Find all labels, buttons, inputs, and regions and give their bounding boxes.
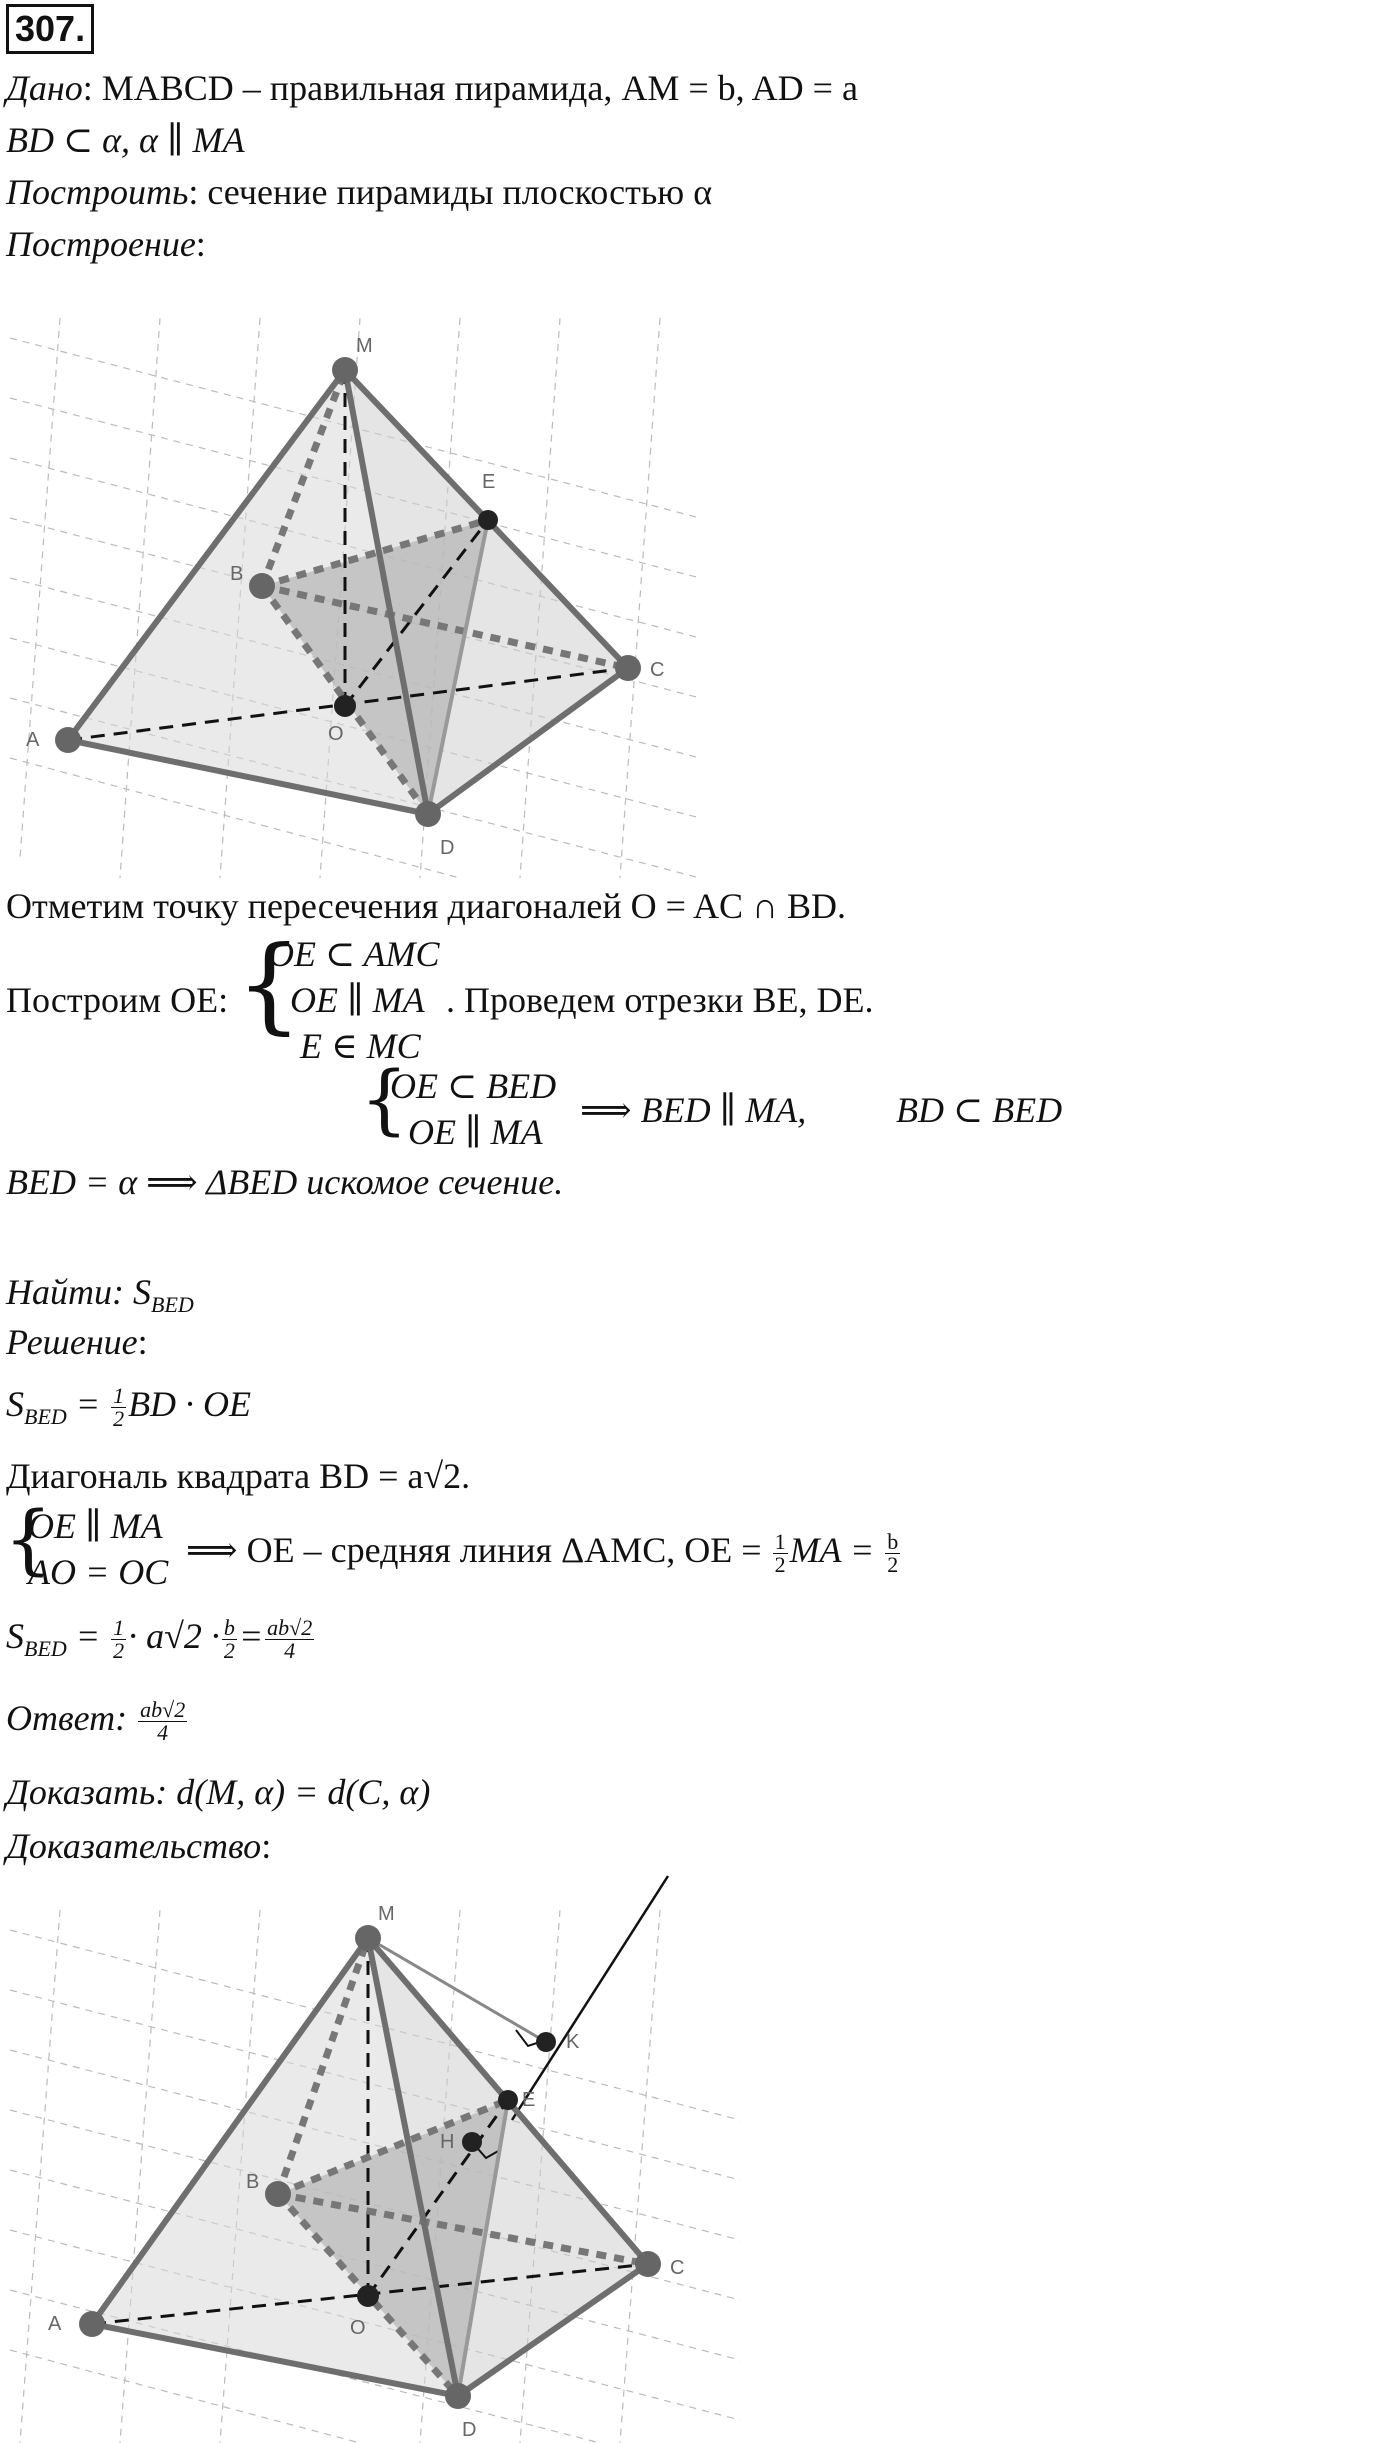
- label2-H: H: [440, 2131, 455, 2153]
- proof-label: Доказательство: [6, 1826, 262, 1866]
- given-line-2: BD ⊂ α, α ∥ MA: [6, 120, 245, 160]
- construction-label: Построение: [6, 224, 196, 264]
- solution-line: [6, 1320, 148, 1364]
- perpendicular-line: [512, 1876, 668, 2120]
- given-text: : MABCD – правильная пирамида, AM = b, AD = a: [82, 68, 858, 108]
- area-calc: $S_{BED}$ = $\frac{1}{2}$ · a√2 · $\frac{b}{2}$ = $\frac{ab√2}{4}$: [6, 1615, 313, 1664]
- label-M: M: [356, 335, 373, 357]
- label-D: D: [440, 837, 455, 859]
- label-C: C: [650, 659, 665, 681]
- mark-O-line: Отметим точку пересечения диагоналей O = AC ∩ BD.: [6, 886, 847, 926]
- label-O: O: [328, 723, 344, 745]
- label-E: E: [482, 471, 496, 493]
- given-label: Дано: [6, 68, 83, 108]
- find-sub: BED: [151, 1292, 194, 1318]
- build-text: : сечение пирамиды плоскостью α: [188, 172, 713, 212]
- system1-row-1: OE ⊂ AMC: [268, 934, 440, 974]
- system3-brace: {: [4, 1494, 53, 1583]
- system1-brace: {: [236, 923, 303, 1045]
- find-text: : S: [112, 1272, 151, 1312]
- area-formula: $S_{BED}$ = $\frac{1}{2}$ BD · OE: [6, 1383, 252, 1432]
- label2-K: K: [566, 2031, 580, 2053]
- prove-label: Доказать: [6, 1772, 156, 1812]
- section-line: BED = α ⟹ ΔBED искомое сечение.: [6, 1162, 564, 1202]
- label2-B: B: [246, 2171, 260, 2193]
- label-B: B: [230, 563, 244, 585]
- construction-colon: :: [195, 224, 206, 264]
- label2-O: O: [350, 2317, 366, 2339]
- proof-colon: :: [261, 1826, 272, 1866]
- system2-brace: {: [360, 1054, 409, 1143]
- label2-M: M: [378, 1903, 395, 1925]
- build-label: Построить: [6, 172, 189, 212]
- answer-fraction: $\frac{ab√2}{4}$: [140, 1697, 186, 1746]
- system3-row-1: OE ∥ MA: [28, 1506, 163, 1546]
- system3-row-2: AO = OC: [28, 1552, 169, 1592]
- diagonal-line: Диагональ квадрата BD = a√2.: [6, 1456, 471, 1496]
- find-line: [6, 1270, 194, 1327]
- prove-text: : d(M, α) = d(C, α): [155, 1772, 431, 1812]
- system3-result-line: ⟹ OE – средняя линия ΔAMC, OE = $\frac{1}{2}$ MA = $\frac{b}{2}$: [186, 1529, 899, 1578]
- system2-result: ⟹ BED ∥ MA,: [580, 1090, 807, 1130]
- system2-row-1: OE ⊂ BED: [390, 1066, 557, 1106]
- pyramid-figure-2: [0, 1870, 740, 2443]
- given-line: [6, 66, 858, 110]
- find-label: Найти: [6, 1272, 112, 1312]
- pyramid-figure-1: [0, 318, 710, 878]
- answer-label: Ответ:: [6, 1698, 128, 1738]
- fraction-half: $\frac{1}{2}$: [113, 1383, 125, 1432]
- label2-A: A: [48, 2313, 62, 2335]
- label2-E: E: [522, 2089, 536, 2111]
- system1-row-3: E ∈ MC: [300, 1026, 421, 1066]
- construction-line: [6, 222, 206, 266]
- build-OE-prefix: Построим OE:: [6, 980, 229, 1020]
- system2-row-2: OE ∥ MA: [408, 1112, 543, 1152]
- label2-C: C: [670, 2257, 685, 2279]
- problem-number: 307.: [6, 4, 94, 54]
- system2-extra: BD ⊂ BED: [896, 1090, 1063, 1130]
- system1-row-2: OE ∥ MA: [290, 980, 425, 1020]
- solution-label: Решение: [6, 1322, 138, 1362]
- prove-line: [6, 1770, 430, 1814]
- proof-line: [6, 1824, 271, 1868]
- label-A: A: [26, 729, 40, 751]
- build-line: [6, 170, 712, 214]
- solution-colon: :: [137, 1322, 148, 1362]
- label2-D: D: [462, 2419, 477, 2441]
- answer-line: [6, 1696, 189, 1744]
- build-OE-suffix: . Проведем отрезки BE, DE.: [446, 980, 874, 1020]
